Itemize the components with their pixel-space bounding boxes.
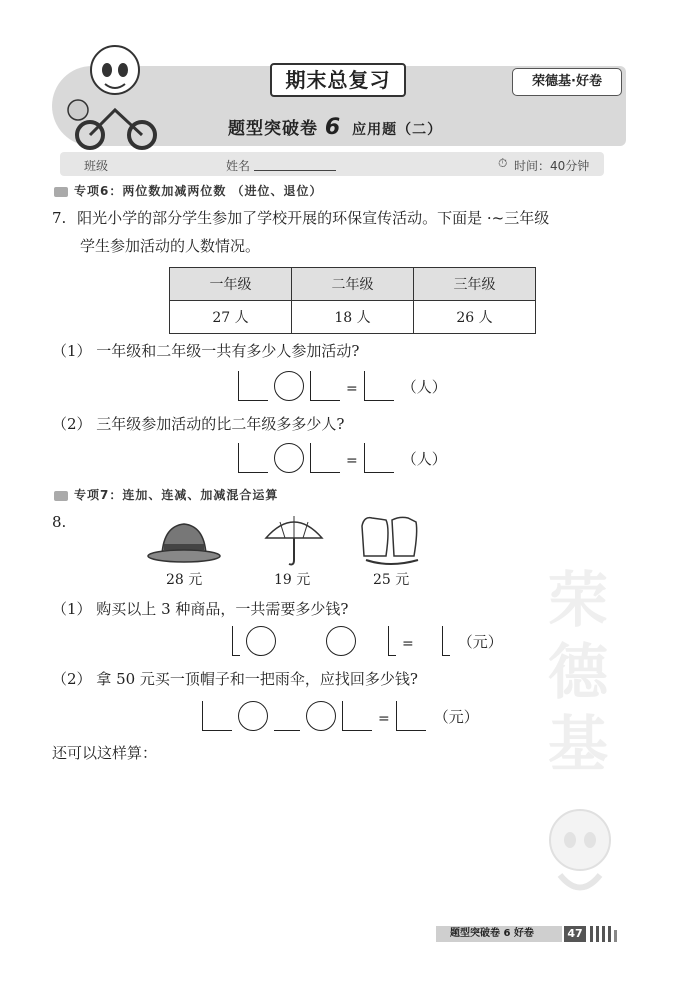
watermark	[535, 565, 621, 781]
question-text-line2: 学生参加活动的人数情况。	[80, 237, 261, 255]
table-cell: 26 人	[414, 301, 536, 334]
result-blank[interactable]	[364, 443, 394, 473]
gloves-icon	[356, 512, 424, 570]
table-row	[170, 301, 536, 334]
equals-sign: =	[346, 453, 358, 469]
operator-circle[interactable]	[326, 626, 356, 656]
hat-price: 28 元	[166, 572, 203, 588]
page-number: 47	[564, 926, 586, 942]
page-subtitle: 题型突破卷 6 应用题（二）	[228, 115, 443, 140]
result-blank[interactable]	[442, 626, 450, 656]
answer-blank[interactable]	[310, 371, 340, 401]
question-7	[52, 206, 549, 230]
table-header-cell: 一年级	[170, 268, 292, 301]
page-title: 期末总复习	[270, 63, 406, 97]
answer-blank[interactable]	[388, 626, 396, 656]
unit-label: （元）	[457, 633, 503, 651]
clock-icon: ⏱	[498, 156, 508, 170]
table-header-row	[170, 268, 536, 301]
result-blank[interactable]	[364, 371, 394, 401]
question-number: 7.	[52, 209, 67, 227]
answer-blank[interactable]	[274, 701, 300, 731]
hat-icon	[146, 518, 222, 566]
operator-circle[interactable]	[238, 701, 268, 731]
name-blank	[254, 156, 336, 171]
result-blank[interactable]	[396, 701, 426, 731]
name-label: 姓名	[226, 159, 251, 173]
answer-blank[interactable]	[202, 701, 232, 731]
unit-label: （人）	[401, 378, 447, 396]
brand-logo: 荣德基·好卷	[512, 68, 622, 96]
participation-table	[169, 267, 536, 334]
q8-equation-1	[232, 626, 503, 656]
watermark-mascot	[540, 800, 620, 910]
q8-equation-2	[202, 701, 479, 731]
operator-circle[interactable]	[246, 626, 276, 656]
class-label: 班级	[84, 159, 109, 173]
answer-blank[interactable]	[238, 443, 268, 473]
question-8-number: 8.	[52, 513, 67, 531]
section-header-6: 专项6：两位数加减两位数 （进位、退位）	[54, 182, 323, 199]
equals-sign: =	[378, 711, 390, 727]
unit-label: （元）	[433, 708, 479, 726]
watermark-char: 德	[548, 638, 608, 708]
mascot-illustration	[60, 40, 160, 150]
equals-sign: =	[346, 381, 358, 397]
equals-sign: =	[402, 636, 414, 652]
watermark-char: 荣	[548, 566, 608, 636]
operator-circle[interactable]	[274, 371, 304, 401]
table-header-cell: 二年级	[292, 268, 414, 301]
gloves-price: 25 元	[373, 572, 410, 588]
unit-label: （人）	[401, 450, 447, 468]
q7-equation-1	[238, 371, 447, 401]
footer-stripes	[590, 926, 620, 942]
table-header-cell: 三年级	[414, 268, 536, 301]
q7-sub2: （2） 三年级参加活动的比二年级多多少人?	[52, 415, 345, 433]
table-cell: 27 人	[170, 301, 292, 334]
q7-sub1: （1） 一年级和二年级一共有多少人参加活动?	[52, 342, 360, 360]
time-limit: 时间：40分钟	[514, 159, 590, 173]
operator-circle[interactable]	[306, 701, 336, 731]
answer-blank[interactable]	[310, 443, 340, 473]
umbrella-icon	[263, 512, 325, 570]
q8-sub1: （1） 购买以上 3 种商品，一共需要多少钱?	[52, 600, 349, 618]
q8-sub2: （2） 拿 50 元买一顶帽子和一把雨伞，应找回多少钱?	[52, 670, 418, 688]
section-icon	[54, 187, 68, 197]
umbrella-price: 19 元	[274, 572, 311, 588]
footer-label: 题型突破卷 6 好卷	[436, 926, 562, 942]
info-bar	[60, 152, 604, 176]
operator-circle[interactable]	[274, 443, 304, 473]
answer-blank[interactable]	[232, 626, 240, 656]
answer-blank[interactable]	[342, 701, 372, 731]
table-cell: 18 人	[292, 301, 414, 334]
watermark-char: 基	[548, 710, 608, 780]
answer-blank[interactable]	[238, 371, 268, 401]
q7-equation-2	[238, 443, 447, 473]
section-icon	[54, 491, 68, 501]
alternative-method-label: 还可以这样算：	[52, 744, 158, 762]
question-text-line1: 阳光小学的部分学生参加了学校开展的环保宣传活动。下面是 ·~三年级	[77, 209, 550, 227]
section-header-7: 专项7：连加、连减、加减混合运算	[54, 486, 278, 503]
